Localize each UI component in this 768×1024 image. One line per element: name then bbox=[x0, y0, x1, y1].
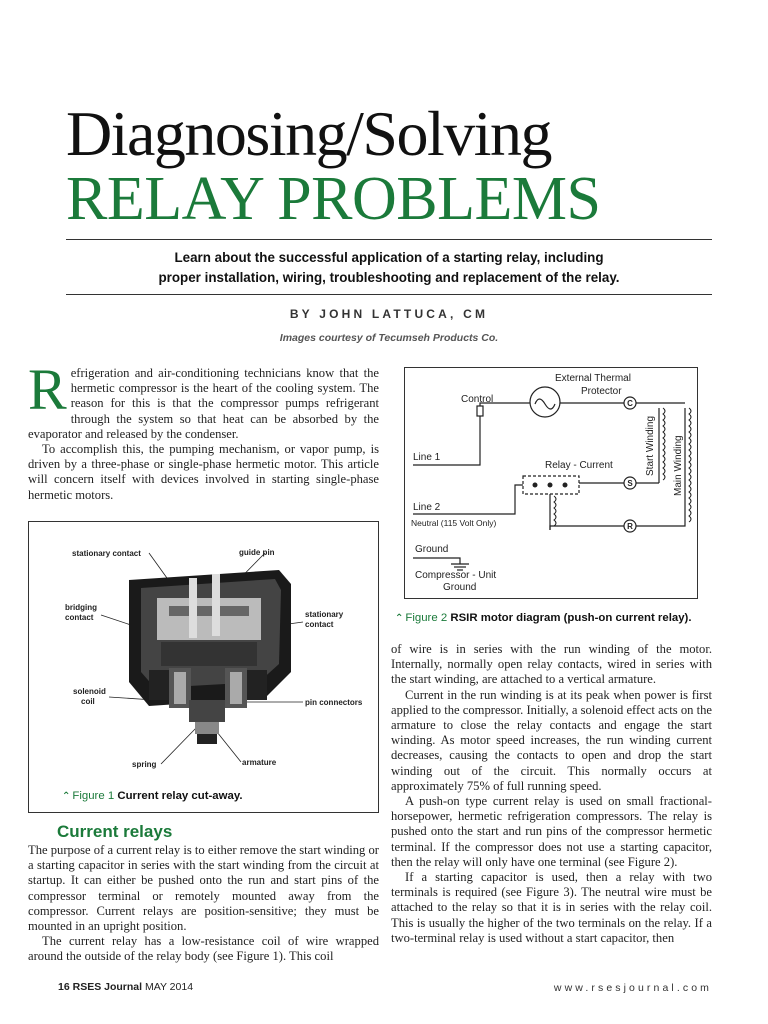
intro-paragraph-1: efrigeration and air-conditioning technicians know that the hermetic compressor is the heart of the cooling system. The reason for this is that the compressor pumps refrigerant through the system so that heat can be absorbed by the evaporator and released by the condenser. bbox=[28, 366, 379, 441]
label-protector: Protector bbox=[581, 386, 622, 397]
label-external-thermal: External Thermal bbox=[555, 373, 631, 384]
terminal-r: R bbox=[627, 522, 633, 531]
column-2-body bbox=[391, 642, 712, 946]
col2-paragraph-3: A push-on type current relay is used on small fractional-horsepower, hermetic refrigeration compressors. The relay is pushed onto the start and run pins of the compressor hermetic terminal. If the compressor does not use a starting capacitor, then the relay will only have one terminal (see Figure 2). bbox=[391, 794, 712, 869]
intro-text bbox=[28, 357, 379, 503]
top-rule bbox=[66, 239, 712, 240]
label-compressor-unit: Compressor - Unit bbox=[415, 570, 497, 581]
chevron-up-icon: ⌃ bbox=[395, 613, 404, 624]
col2-paragraph-2: Current in the run winding is at its peak when power is first applied to the compressor. Initially, a solenoid effect acts on the armature to close the relay contacts and engage the start winding. As motor speed increases, the run winding current decreases, causing the contacts to open and drop the start winding out of the circuit. This normally occurs at approximately 75% of full running speed. bbox=[391, 687, 712, 793]
figure-1 bbox=[28, 521, 379, 813]
col2-paragraph-4: If a starting capacitor is used, then a relay with two terminals is required (see Figure 3). The neutral wire must be attached to the relay so that it is in series with the relay coil. This is usually the higher of the two terminals on the relay. If a two-terminal relay is used without a start capacitor, then bbox=[391, 870, 712, 945]
byline: BY JOHN LATTUCA, CM bbox=[289, 307, 489, 321]
label-line-1: Line 1 bbox=[413, 452, 441, 463]
deck bbox=[66, 248, 712, 288]
label-solenoid-coil: solenoid coil bbox=[73, 687, 106, 706]
intro-paragraph-2: To accomplish this, the pumping mechanism, or vapor pump, is driven by a three-phase or single-phase hermetic motor. This article will concern itself with devices involved in starting single-phase hermetic motors. bbox=[28, 442, 379, 502]
figure-1-illustration bbox=[29, 522, 378, 812]
figure-2-caption-text: RSIR motor diagram (push-on current relay). bbox=[447, 612, 692, 624]
col2-paragraph-1: of wire is in series with the run winding of the motor. Internally, normally open relay contacts, wired in series with the start winding, are attached to a vertical armature. bbox=[391, 642, 712, 687]
column-1-body bbox=[28, 843, 379, 965]
journal-name: RSES Journal bbox=[72, 981, 143, 993]
drop-cap: R bbox=[28, 357, 67, 422]
image-credit: Images courtesy of Tecumseh Products Co. bbox=[279, 332, 499, 344]
deck-line-1: Learn about the successful application of a starting relay, including bbox=[174, 250, 604, 265]
figure-2-caption bbox=[395, 612, 692, 624]
website-url[interactable]: www.rsesjournal.com bbox=[553, 982, 712, 994]
figure-1-caption bbox=[62, 790, 242, 802]
title-line-2: RELAY PROBLEMS bbox=[66, 165, 601, 233]
relay-cutaway-drawing bbox=[129, 570, 291, 744]
bottom-rule bbox=[66, 294, 712, 295]
label-neutral: Neutral (115 Volt Only) bbox=[411, 518, 497, 528]
label-ground: Ground bbox=[415, 544, 449, 555]
label-stationary-contact-top: stationary contact bbox=[72, 549, 141, 558]
label-start-winding: Start Winding bbox=[645, 415, 656, 476]
label-armature: armature bbox=[242, 758, 277, 767]
label-guide-pin: guide pin bbox=[239, 548, 275, 557]
section-heading: Current relays bbox=[57, 822, 173, 841]
deck-line-2: proper installation, wiring, troubleshooting and replacement of the relay. bbox=[158, 270, 620, 285]
figure-2-label: Figure 2 bbox=[405, 612, 448, 624]
chevron-up-icon: ⌃ bbox=[62, 791, 71, 802]
label-main-winding: Main Winding bbox=[673, 435, 684, 496]
label-spring: spring bbox=[132, 760, 157, 769]
label-control: Control bbox=[461, 394, 494, 405]
label-ground-2: Ground bbox=[443, 582, 477, 593]
terminal-c: C bbox=[627, 399, 633, 408]
figure-1-caption-text: Current relay cut-away. bbox=[114, 790, 243, 802]
issue-date: MAY 2014 bbox=[144, 981, 194, 993]
label-stationary-contact-right: stationary contact bbox=[305, 610, 344, 629]
page-number: 16 bbox=[58, 981, 70, 993]
page-footer bbox=[58, 981, 193, 993]
label-bridging-contact: bridging contact bbox=[65, 603, 97, 622]
col1-paragraph-1: The purpose of a current relay is to either remove the start winding or a starting capacitor in series with the start winding from the circuit at startup. It can either be pushed onto the run and start pins of the compressor terminal or remotely mounted away from the compressor. Current relays are position-sensitive; they must be mounted in an upright position. bbox=[28, 843, 379, 934]
figure-2 bbox=[404, 367, 698, 599]
col1-paragraph-2: The current relay has a low-resistance coil of wire wrapped around the outside of the relay body (see Figure 1). This coil bbox=[28, 934, 379, 964]
terminal-s: S bbox=[627, 479, 633, 488]
figure-2-diagram bbox=[405, 368, 697, 598]
label-line-2: Line 2 bbox=[413, 502, 441, 513]
label-pin-connectors: pin connectors bbox=[305, 698, 363, 707]
figure-1-label: Figure 1 bbox=[72, 790, 115, 802]
label-relay-current: Relay - Current bbox=[545, 460, 613, 471]
title-line-1: Diagnosing/Solving bbox=[66, 98, 552, 169]
